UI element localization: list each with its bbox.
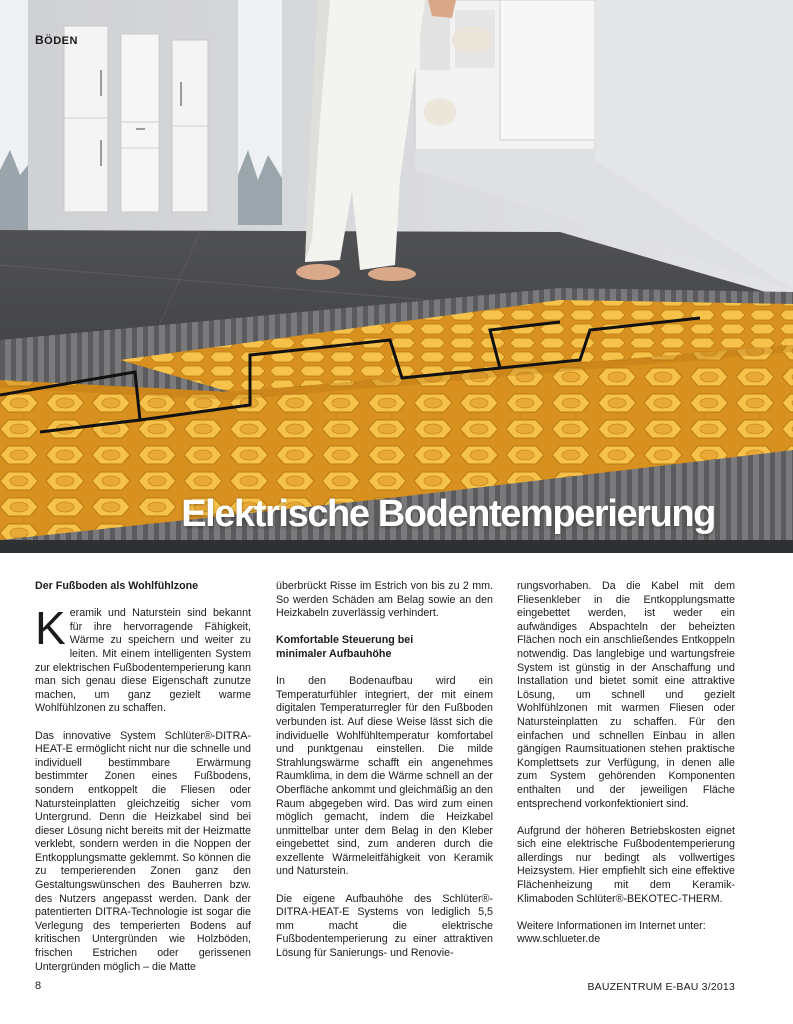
info-text: Weitere Informationen im Internet unter: [517, 919, 706, 932]
paragraph-weitere-infos [517, 920, 735, 947]
section-label: BÖDEN [35, 33, 78, 47]
paragraph-ditra-heat: Das innovative System Schlüter®-DITRA-HEAT-E ermöglicht nicht nur die schnelle und individuell bestimmbare Erwärmung bestimmter Zonen eines Fußbodens, sondern entkoppelt die Fliesen oder Natursteinplatten gleichzeitig sicher vom Untergrund. Denn die Heizkabel sind bei dieser Lösung nicht bereits mit der Heizmatte verklebt, sondern werden in die Noppen der Entkopplungsmatte geklemmt. So können die zu temperierenden Zonen ganz den Gestaltungswünschen des Bauherren bzw. des Nutzers angepasst werden. Dank der patentierten DITRA-Technologie ist sogar die Verlegung des temperierten Bodens auf kritischen Untergründen wie Holzböden, frischen Estrichen oder gerissenen Untergründen möglich – die Matte [35, 729, 251, 973]
heading-line-1: Komfortable Steuerung bei [276, 634, 414, 647]
text-column-1 [35, 580, 251, 988]
paragraph-intro-text: eramik und Naturstein sind bekannt für ihre hervorragende Fähigkeit, Wärme zu speichern und weiter zu leiten. Mit einem intelligenten System zur elektrischen Fußbodentemperierung kann man sich genau diese Eigenschaft zunutze machen, um ganz gezielt warme Wohlfühlzonen zu schaffen. [35, 607, 251, 715]
paragraph-temperaturfuehler: In den Bodenaufbau wird ein Temperaturfühler integriert, der mit einem digitalen Temperaturregler für den Fußboden verbunden ist. Auf diese Weise lässt sich die individuelle Wohlfühltemperatur komfortabel und punktgenau einstellen. Die milde Strahlungswärme schafft ein angenehmes Raumklima, in dem die Wärme schnell an der Oberfläche ankommt und gleichmäßig an den Raum abgegeben wird. Das wird zum einen möglich gemacht, indem die Heizkabel unmittelbar unter dem Belag in den Kleber eingebettet sind, zum anderen durch die exzellente Wärmeleitfähigkeit von Keramik und Naturstein. [276, 675, 493, 878]
section-heading-steuerung [276, 634, 493, 661]
paragraph-intro [35, 602, 251, 716]
website-link[interactable]: www.schlueter.de [517, 933, 601, 946]
paragraph-risse: überbrückt Risse im Estrich von bis zu 2 mm. So werden Schäden am Belag sowie an den Heizkabeln zuverlässig verhindert. [276, 580, 493, 620]
paragraph-aufbauhoehe: Die eigene Aufbauhöhe des Schlüter®-DITRA-HEAT-E Systems von lediglich 5,5 mm macht die elektrische Fußbodentemperierung zu einer attraktiven Lösung für Sanierungs- und Renovie- [276, 892, 493, 960]
text-column-2 [276, 580, 493, 974]
paragraph-betriebskosten: Aufgrund der höheren Betriebskosten eignet sich eine elektrische Fußbodentemperierung allerdings nur bedingt als vollwertiges Heizsystem. Hier empfiehlt sich eine effektive Flächenheizung mit dem Keramik-Klimaboden Schlüter®-BEKOTEC-THERM. [517, 824, 735, 905]
page-title: Elektrische Bodentemperierung [181, 493, 715, 535]
paragraph-renovierung: rungsvorhaben. Da die Kabel mit dem Fliesenkleber in die Entkopplungsmatte eingebettet werden, ist weder ein aufwändiges Abspachteln der beheizten Flächen noch ein anschließendes Entkoppeln notwendig. Das langlebige und wartungsfreie System ist günstig in der Anschaffung und Installation und bietet somit eine attraktive Lösung, um schnell und gezielt Wohlfühlzonen mit warmen Fliesen oder Natursteinplatten zu schaffen. Für den einfachen und schnellen Einbau in allen gängigen Raumsituationen stehen praktische Komplettsets zur Verfügung, in denen alle zum System gehörenden Komponenten enthalten und der jeweiligen Fläche entsprechend vorkonfektioniert sind. [517, 580, 735, 810]
magazine-issue: BAUZENTRUM E-BAU 3/2013 [587, 981, 735, 993]
section-heading-wohlfuehlzone: Der Fußboden als Wohlfühlzone [35, 580, 199, 592]
page-number: 8 [35, 980, 42, 992]
dropcap: K [35, 602, 66, 655]
heading-line-2: minimaler Aufbauhöhe [276, 647, 392, 660]
text-column-3 [517, 580, 735, 961]
